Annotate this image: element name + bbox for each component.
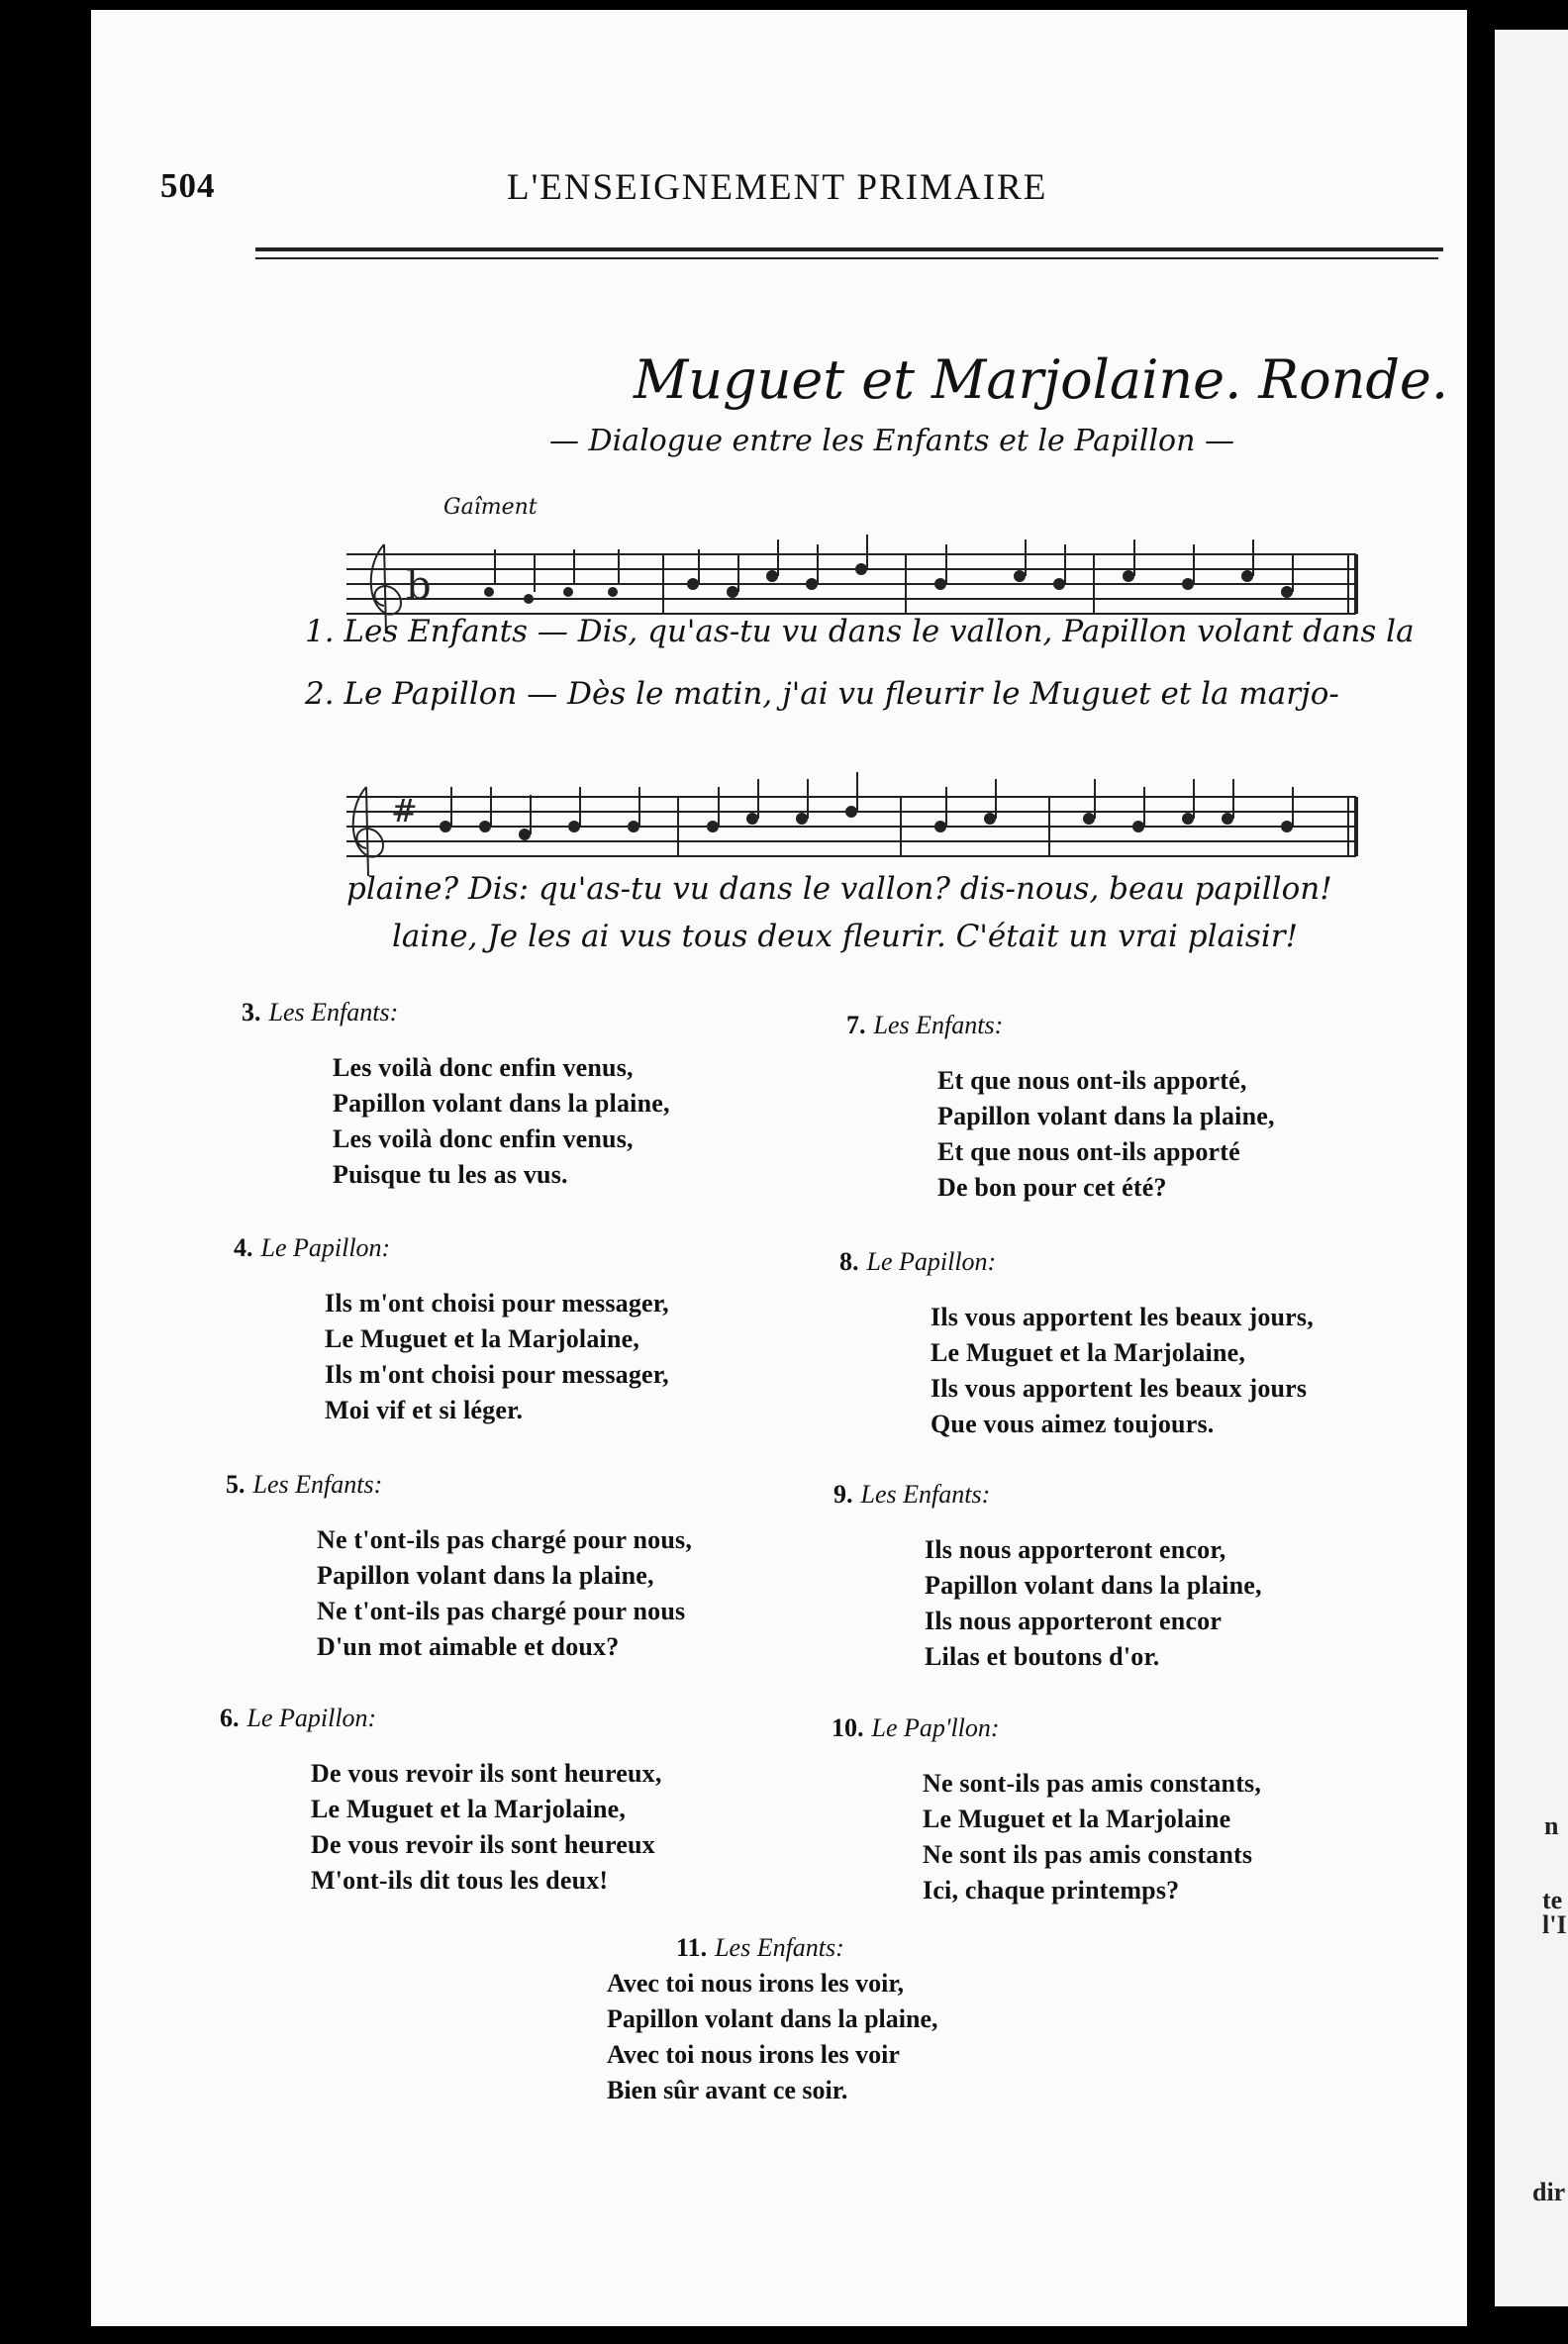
stanza-speaker: Les Enfants: [873,1011,1004,1039]
adjacent-page-edge [1495,30,1568,2306]
stanza-speaker: Le Pap'llon: [871,1713,1000,1742]
stanza-11 [607,1930,937,2108]
lyric-line-4: laine, Je les ai vus tous deux fleurir. C'était un vrai plaisir! [392,919,1299,954]
lyric-line-1: 1. Les Enfants — Dis, qu'as-tu vu dans le vallon, Papillon volant dans la [305,614,1415,649]
running-header [160,166,1447,206]
verse-line: Ils m'ont choisi pour messager, [325,1289,669,1318]
margin-fragment: l'I [1542,1910,1567,1939]
verse-line: Ils nous apporteront encor, [925,1535,1226,1564]
verse-line: Moi vif et si léger. [325,1396,524,1424]
verse-line: Ils vous apportent les beaux jours, [931,1303,1314,1331]
verse-line: Lilas et boutons d'or. [925,1642,1160,1671]
stanza-6 [220,1701,662,1899]
verse-line: Avec toi nous irons les voir [607,2040,900,2069]
verse-line: Le Muguet et la Marjolaine, [931,1338,1246,1367]
stanza-number: 7. [846,1011,866,1039]
verse-line: Ne sont-ils pas amis constants, [923,1769,1262,1798]
stanza-speaker: Le Papillon: [246,1704,377,1732]
verse-line: Bien sûr avant ce soir. [607,2076,848,2104]
stanza-3 [242,995,670,1193]
verse-line: Ils vous apportent les beaux jours [931,1374,1308,1403]
stanza-speaker: Le Papillon: [866,1247,997,1276]
verse-line: De vous revoir ils sont heureux, [311,1759,662,1788]
lyric-line-2: 2. Le Papillon — Dès le matin, j'ai vu fleurir le Muguet et la marjo- [305,676,1339,712]
verse-line: Et que nous ont-ils apporté [937,1137,1240,1166]
lyric-line-3: plaine? Dis: qu'as-tu vu dans le vallon? dis-nous, beau papillon! [346,871,1332,907]
header-rule-thick [255,247,1443,251]
verse-line: Puisque tu les as vus. [333,1160,568,1189]
page-title: L'ENSEIGNEMENT PRIMAIRE [507,167,1048,208]
stanza-number: 9. [833,1480,853,1509]
verse-line: De vous revoir ils sont heureux [311,1830,655,1859]
verse-line: Ne t'ont-ils pas chargé pour nous, [317,1525,693,1554]
verse-line: Le Muguet et la Marjolaine, [325,1324,640,1353]
stanza-number: 3. [242,998,261,1026]
margin-fragment: dir [1532,2178,1566,2206]
stanza-number: 6. [220,1704,240,1732]
stanza-7 [846,1008,1275,1206]
tempo-marking: Gaîment [443,495,538,520]
verse-line: Ne sont ils pas amis constants [923,1840,1253,1869]
verse-line: Papillon volant dans la plaine, [317,1561,654,1590]
stanza-number: 11. [676,1933,708,1962]
verse-line: Papillon volant dans la plaine, [607,2004,938,2033]
stanza-speaker: Le Papillon: [260,1233,391,1262]
verse-line: Avec toi nous irons les voir, [607,1969,904,1998]
verse-line: Ils m'ont choisi pour messager, [325,1360,669,1389]
verse-line: Papillon volant dans la plaine, [333,1089,670,1118]
verse-line: Ne t'ont-ils pas chargé pour nous [317,1597,686,1625]
margin-fragment: te [1542,1886,1563,1914]
verse-line: Ici, chaque printemps? [923,1876,1180,1904]
svg-text:b: b [406,563,432,609]
song-subtitle: — Dialogue entre les Enfants et le Papillon — [549,424,1234,458]
stanza-number: 10. [832,1713,864,1742]
stanza-number: 4. [234,1233,253,1262]
page-number: 504 [160,166,216,205]
verse-line: Papillon volant dans la plaine, [925,1571,1262,1600]
stanza-speaker: Les Enfants: [715,1933,844,1962]
verse-line: M'ont-ils dit tous les deux! [311,1866,609,1895]
stanza-8 [839,1244,1314,1442]
verse-line: Et que nous ont-ils apporté, [937,1066,1247,1095]
stanza-9 [833,1477,1262,1675]
stanza-number: 5. [226,1470,245,1499]
stanza-10 [832,1710,1261,1908]
song-title: Muguet et Marjolaine. Ronde. [634,348,1449,411]
verse-line: De bon pour cet été? [937,1173,1167,1202]
stanza-speaker: Les Enfants: [268,998,399,1026]
verse-line: Le Muguet et la Marjolaine [923,1805,1231,1833]
header-rule-thin [255,257,1438,259]
svg-text:#: # [391,792,418,830]
margin-fragment: n [1544,1811,1559,1840]
verse-line: Le Muguet et la Marjolaine, [311,1795,627,1823]
stanza-number: 8. [839,1247,859,1276]
verse-line: D'un mot aimable et doux? [317,1632,620,1661]
stanza-5 [226,1467,692,1665]
verse-line: Les voilà donc enfin venus, [333,1124,634,1153]
verse-line: Que vous aimez toujours. [931,1410,1215,1438]
verse-line: Ils nous apporteront encor [925,1607,1223,1635]
stanza-4 [234,1230,669,1428]
verse-line: Les voilà donc enfin venus, [333,1053,634,1082]
stanza-speaker: Les Enfants: [252,1470,383,1499]
stanza-speaker: Les Enfants: [860,1480,991,1509]
verse-line: Papillon volant dans la plaine, [937,1102,1275,1130]
